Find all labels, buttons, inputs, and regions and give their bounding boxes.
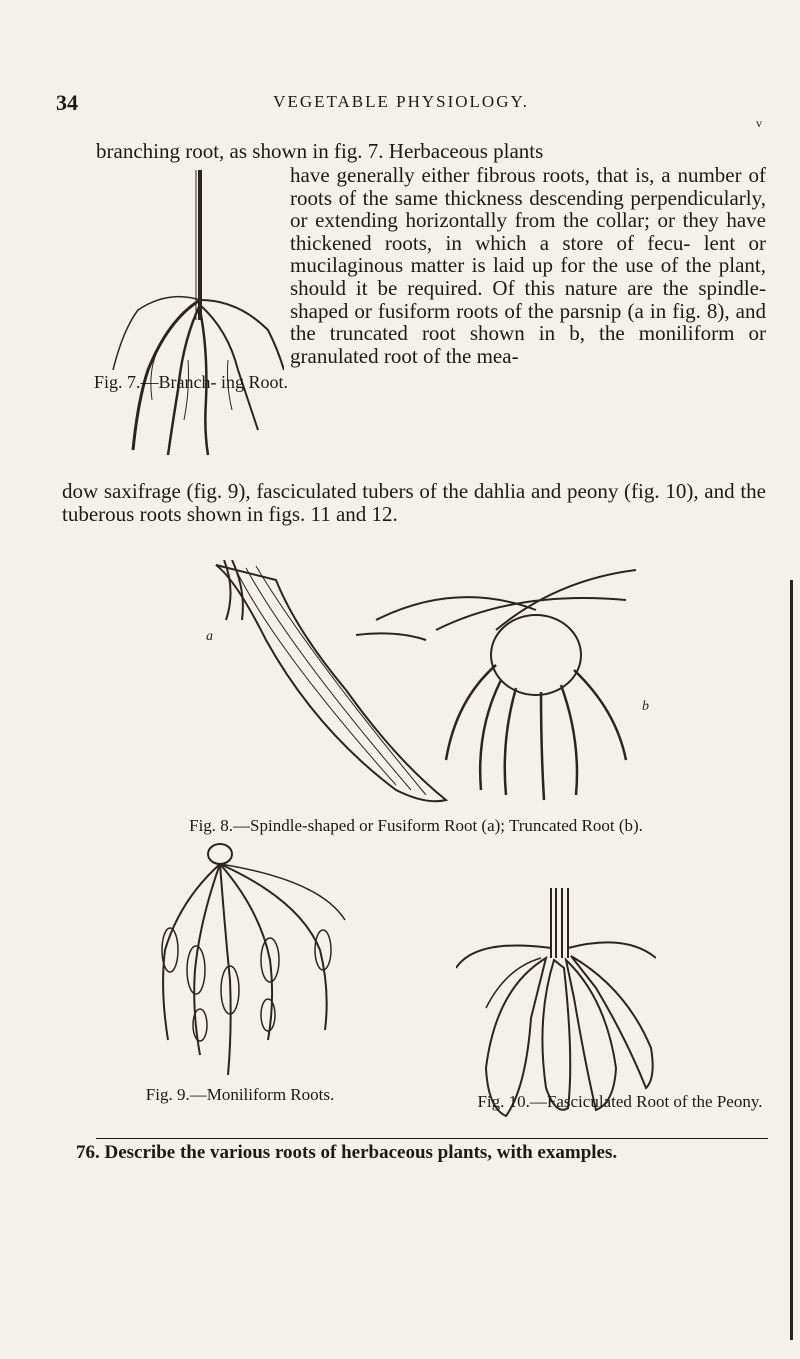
running-title: VEGETABLE PHYSIOLOGY. <box>273 92 529 111</box>
corner-mark: v <box>756 116 762 130</box>
horizontal-rule <box>96 1138 768 1139</box>
review-question: 76. Describe the various roots of herbaceous plants, with examples. <box>76 1142 618 1163</box>
page-edge <box>790 580 793 1340</box>
fig9-caption: Fig. 9.—Moniliform Roots. <box>145 1085 335 1104</box>
fig8-label-b: b <box>642 699 649 714</box>
fig10-fasciculated-root-illustration <box>456 888 656 1120</box>
paragraph-block-2: have generally either fibrous roots, that is, a number of roots of the same thickness descending perpendicularly, or extending horizontally from the collar; or they have thickened roots, in which a store of fecu- lent or mucilaginous matter is laid up for the use of the plant, should it be required. Of this nature are the spindle-shaped or fusiform roots of the parsnip (a in fig. 8), and the truncated root shown in b, the moniliform or granulated root of the mea- <box>290 163 766 368</box>
fig7-branching-root-illustration <box>108 170 284 460</box>
fig10-caption: Fig. 10.—Fasciculated Root of the Peony. <box>477 1092 763 1111</box>
fig8-label-a: a <box>206 629 213 644</box>
page-header <box>56 90 746 120</box>
page-number: 34 <box>56 90 78 115</box>
fig9-moniliform-roots-illustration <box>140 840 370 1080</box>
paragraph-block-3: dow saxifrage (fig. 9), fasciculated tubers of the dahlia and peony (fig. 10), and the tuberous roots shown in figs. 11 and 12. <box>62 479 766 526</box>
paragraph-line-1: branching root, as shown in fig. 7. Herbaceous plants <box>96 139 544 163</box>
fig8-spindle-and-truncated-roots-illustration <box>196 560 666 805</box>
fig8-caption: Fig. 8.—Spindle-shaped or Fusiform Root (a); Truncated Root (b). <box>189 816 643 835</box>
fig7-caption: Fig. 7.—Branch- ing Root. <box>94 372 288 392</box>
